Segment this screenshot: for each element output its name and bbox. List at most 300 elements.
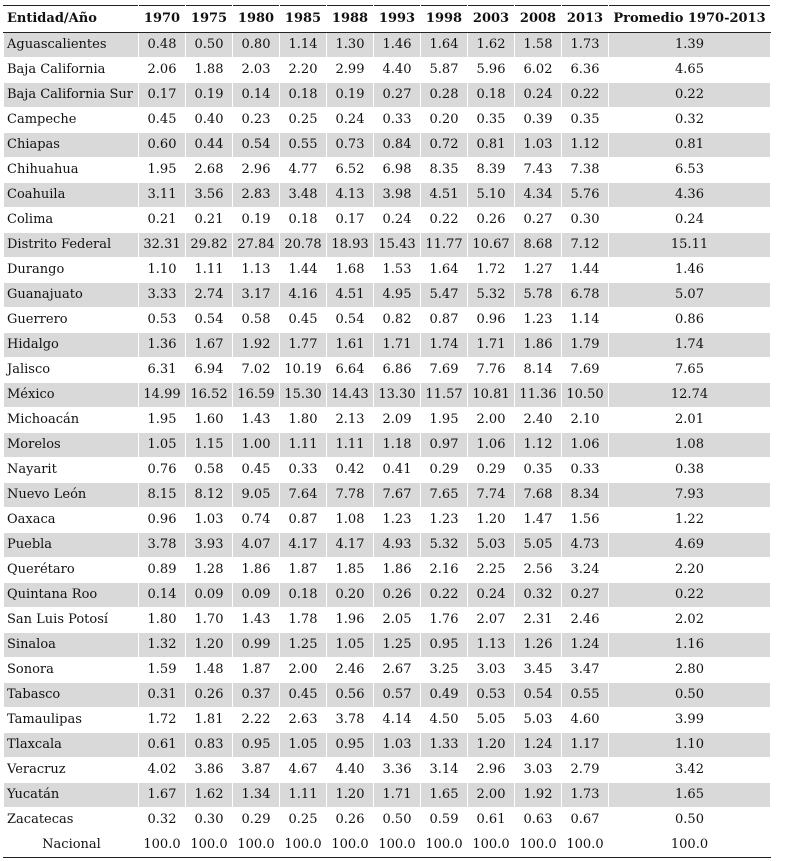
row-value-cell: 0.35 [468, 108, 515, 133]
table-row [4, 158, 771, 183]
row-value-cell: 0.99 [233, 633, 280, 658]
row-value-cell: 1.80 [280, 408, 327, 433]
row-value-cell: 5.32 [468, 283, 515, 308]
row-value-cell: 1.14 [280, 33, 327, 58]
row-average-cell: 0.24 [609, 208, 771, 233]
row-value-cell: 0.32 [515, 583, 562, 608]
row-average-cell: 1.16 [609, 633, 771, 658]
row-value-cell: 11.57 [421, 383, 468, 408]
row-value-cell: 0.26 [468, 208, 515, 233]
row-value-cell: 1.20 [468, 508, 515, 533]
row-value-cell: 2.74 [186, 283, 233, 308]
row-entity-name: México [4, 383, 139, 408]
row-value-cell: 1.12 [562, 133, 609, 158]
row-value-cell: 1.44 [562, 258, 609, 283]
row-value-cell: 1.05 [327, 633, 374, 658]
table-row [4, 783, 771, 808]
row-value-cell: 7.43 [515, 158, 562, 183]
table-row [4, 408, 771, 433]
row-value-cell: 1.72 [139, 708, 186, 733]
row-value-cell: 0.23 [233, 108, 280, 133]
row-average-cell: 3.42 [609, 758, 771, 783]
table-row [4, 383, 771, 408]
row-value-cell: 3.25 [421, 658, 468, 683]
row-value-cell: 5.10 [468, 183, 515, 208]
row-value-cell: 7.65 [421, 483, 468, 508]
row-value-cell: 2.06 [139, 58, 186, 83]
row-value-cell: 3.45 [515, 658, 562, 683]
row-value-cell: 0.81 [468, 133, 515, 158]
row-value-cell: 1.20 [468, 733, 515, 758]
row-value-cell: 0.09 [233, 583, 280, 608]
row-value-cell: 1.10 [139, 258, 186, 283]
row-value-cell: 0.17 [139, 83, 186, 108]
table-row [4, 458, 771, 483]
row-value-cell: 5.96 [468, 58, 515, 83]
row-value-cell: 0.28 [421, 83, 468, 108]
row-value-cell: 1.23 [374, 508, 421, 533]
row-value-cell: 0.18 [280, 583, 327, 608]
row-value-cell: 15.43 [374, 233, 421, 258]
row-value-cell: 0.14 [233, 83, 280, 108]
row-value-cell: 8.14 [515, 358, 562, 383]
row-value-cell: 2.25 [468, 558, 515, 583]
row-value-cell: 1.76 [421, 608, 468, 633]
row-value-cell: 0.54 [186, 308, 233, 333]
row-value-cell: 0.33 [280, 458, 327, 483]
row-value-cell: 0.20 [327, 583, 374, 608]
row-value-cell: 4.50 [421, 708, 468, 733]
row-value-cell: 0.95 [233, 733, 280, 758]
row-entity-name: Oaxaca [4, 508, 139, 533]
row-value-cell: 3.11 [139, 183, 186, 208]
row-value-cell: 29.82 [186, 233, 233, 258]
row-value-cell: 0.25 [280, 108, 327, 133]
table-row [4, 758, 771, 783]
row-value-cell: 3.78 [327, 708, 374, 733]
row-value-cell: 1.72 [468, 258, 515, 283]
row-value-cell: 1.77 [280, 333, 327, 358]
table-row [4, 508, 771, 533]
row-value-cell: 0.45 [280, 683, 327, 708]
row-value-cell: 2.96 [468, 758, 515, 783]
row-value-cell: 1.96 [327, 608, 374, 633]
row-value-cell: 2.16 [421, 558, 468, 583]
row-value-cell: 6.86 [374, 358, 421, 383]
row-value-cell: 1.11 [186, 258, 233, 283]
row-value-cell: 1.20 [186, 633, 233, 658]
row-value-cell: 1.32 [139, 633, 186, 658]
row-value-cell: 2.00 [468, 408, 515, 433]
row-entity-name: Tamaulipas [4, 708, 139, 733]
row-value-cell: 1.17 [562, 733, 609, 758]
row-value-cell: 0.17 [327, 208, 374, 233]
row-value-cell: 0.22 [562, 83, 609, 108]
row-value-cell: 0.26 [186, 683, 233, 708]
row-value-cell: 3.93 [186, 533, 233, 558]
row-value-cell: 1.59 [139, 658, 186, 683]
row-value-cell: 2.05 [374, 608, 421, 633]
row-value-cell: 0.56 [327, 683, 374, 708]
row-value-cell: 0.50 [374, 808, 421, 833]
row-value-cell: 1.18 [374, 433, 421, 458]
row-average-cell: 7.93 [609, 483, 771, 508]
column-header-year: 2013 [562, 6, 609, 33]
row-value-cell: 1.74 [421, 333, 468, 358]
row-value-cell: 4.02 [139, 758, 186, 783]
row-value-cell: 11.77 [421, 233, 468, 258]
row-value-cell: 100.0 [421, 833, 468, 858]
row-value-cell: 0.19 [186, 83, 233, 108]
row-value-cell: 1.86 [233, 558, 280, 583]
row-average-cell: 15.11 [609, 233, 771, 258]
table-row [4, 583, 771, 608]
row-value-cell: 1.12 [515, 433, 562, 458]
row-value-cell: 1.11 [280, 783, 327, 808]
row-value-cell: 0.87 [421, 308, 468, 333]
table-row [4, 608, 771, 633]
row-entity-name: Nacional [4, 833, 139, 858]
row-average-cell: 7.65 [609, 358, 771, 383]
row-average-cell: 2.80 [609, 658, 771, 683]
row-value-cell: 1.05 [139, 433, 186, 458]
row-value-cell: 0.29 [421, 458, 468, 483]
row-average-cell: 12.74 [609, 383, 771, 408]
row-value-cell: 2.03 [233, 58, 280, 83]
row-value-cell: 3.03 [468, 658, 515, 683]
row-average-cell: 3.99 [609, 708, 771, 733]
row-value-cell: 3.87 [233, 758, 280, 783]
row-value-cell: 0.30 [186, 808, 233, 833]
row-value-cell: 14.43 [327, 383, 374, 408]
row-value-cell: 1.65 [421, 783, 468, 808]
row-value-cell: 6.94 [186, 358, 233, 383]
row-value-cell: 1.06 [562, 433, 609, 458]
header-row [4, 6, 771, 33]
row-value-cell: 1.71 [374, 333, 421, 358]
row-value-cell: 1.87 [280, 558, 327, 583]
row-value-cell: 4.77 [280, 158, 327, 183]
row-value-cell: 7.74 [468, 483, 515, 508]
row-value-cell: 5.32 [421, 533, 468, 558]
row-average-cell: 0.32 [609, 108, 771, 133]
row-value-cell: 0.48 [139, 33, 186, 58]
row-value-cell: 7.38 [562, 158, 609, 183]
row-value-cell: 7.12 [562, 233, 609, 258]
row-value-cell: 3.14 [421, 758, 468, 783]
table-row [4, 633, 771, 658]
row-value-cell: 32.31 [139, 233, 186, 258]
row-value-cell: 0.59 [421, 808, 468, 833]
row-value-cell: 4.34 [515, 183, 562, 208]
row-value-cell: 0.42 [327, 458, 374, 483]
row-value-cell: 14.99 [139, 383, 186, 408]
row-value-cell: 16.52 [186, 383, 233, 408]
row-value-cell: 0.61 [139, 733, 186, 758]
row-value-cell: 0.45 [139, 108, 186, 133]
row-value-cell: 1.25 [374, 633, 421, 658]
row-value-cell: 0.49 [421, 683, 468, 708]
row-average-cell: 0.22 [609, 83, 771, 108]
row-value-cell: 0.25 [280, 808, 327, 833]
row-value-cell: 0.45 [280, 308, 327, 333]
row-value-cell: 0.95 [327, 733, 374, 758]
row-entity-name: Baja California Sur [4, 83, 139, 108]
row-value-cell: 0.18 [280, 208, 327, 233]
row-value-cell: 1.43 [233, 608, 280, 633]
row-value-cell: 7.76 [468, 358, 515, 383]
row-average-cell: 1.65 [609, 783, 771, 808]
row-value-cell: 5.76 [562, 183, 609, 208]
row-value-cell: 15.30 [280, 383, 327, 408]
row-value-cell: 0.96 [139, 508, 186, 533]
table-row [4, 358, 771, 383]
row-entity-name: Distrito Federal [4, 233, 139, 258]
row-value-cell: 0.24 [468, 583, 515, 608]
row-value-cell: 8.12 [186, 483, 233, 508]
row-value-cell: 2.99 [327, 58, 374, 83]
row-value-cell: 0.54 [233, 133, 280, 158]
row-value-cell: 10.67 [468, 233, 515, 258]
row-value-cell: 4.13 [327, 183, 374, 208]
row-value-cell: 1.03 [515, 133, 562, 158]
row-value-cell: 8.39 [468, 158, 515, 183]
column-header-year: 1985 [280, 6, 327, 33]
row-value-cell: 1.28 [186, 558, 233, 583]
row-value-cell: 1.53 [374, 258, 421, 283]
row-value-cell: 0.27 [374, 83, 421, 108]
row-value-cell: 1.13 [233, 258, 280, 283]
row-value-cell: 2.46 [327, 658, 374, 683]
table-row [4, 308, 771, 333]
row-value-cell: 2.63 [280, 708, 327, 733]
row-value-cell: 0.50 [186, 33, 233, 58]
row-value-cell: 0.26 [327, 808, 374, 833]
row-value-cell: 4.67 [280, 758, 327, 783]
table-row [4, 133, 771, 158]
row-value-cell: 0.24 [327, 108, 374, 133]
table-row [4, 258, 771, 283]
row-value-cell: 100.0 [280, 833, 327, 858]
column-header-year: 2003 [468, 6, 515, 33]
row-entity-name: Tabasco [4, 683, 139, 708]
row-value-cell: 0.22 [421, 583, 468, 608]
row-value-cell: 0.54 [327, 308, 374, 333]
row-value-cell: 1.64 [421, 258, 468, 283]
row-value-cell: 1.25 [280, 633, 327, 658]
row-value-cell: 3.86 [186, 758, 233, 783]
row-value-cell: 11.36 [515, 383, 562, 408]
total-row [4, 833, 771, 858]
row-value-cell: 2.83 [233, 183, 280, 208]
row-value-cell: 4.07 [233, 533, 280, 558]
row-value-cell: 4.14 [374, 708, 421, 733]
row-value-cell: 4.16 [280, 283, 327, 308]
row-value-cell: 0.21 [186, 208, 233, 233]
row-value-cell: 0.27 [515, 208, 562, 233]
row-value-cell: 8.15 [139, 483, 186, 508]
row-entity-name: Jalisco [4, 358, 139, 383]
row-entity-name: Baja California [4, 58, 139, 83]
row-value-cell: 3.47 [562, 658, 609, 683]
row-value-cell: 10.50 [562, 383, 609, 408]
row-value-cell: 3.98 [374, 183, 421, 208]
row-value-cell: 0.24 [515, 83, 562, 108]
row-value-cell: 8.68 [515, 233, 562, 258]
row-value-cell: 3.48 [280, 183, 327, 208]
row-value-cell: 0.84 [374, 133, 421, 158]
row-value-cell: 1.92 [233, 333, 280, 358]
row-value-cell: 0.96 [468, 308, 515, 333]
row-value-cell: 4.17 [327, 533, 374, 558]
row-value-cell: 1.88 [186, 58, 233, 83]
row-value-cell: 0.82 [374, 308, 421, 333]
row-value-cell: 0.37 [233, 683, 280, 708]
row-value-cell: 0.19 [233, 208, 280, 233]
table-row [4, 683, 771, 708]
row-value-cell: 2.31 [515, 608, 562, 633]
row-value-cell: 2.79 [562, 758, 609, 783]
row-value-cell: 0.45 [233, 458, 280, 483]
table-row [4, 58, 771, 83]
row-average-cell: 1.74 [609, 333, 771, 358]
row-value-cell: 0.41 [374, 458, 421, 483]
row-value-cell: 1.67 [186, 333, 233, 358]
row-value-cell: 0.55 [280, 133, 327, 158]
row-value-cell: 2.68 [186, 158, 233, 183]
table-row [4, 33, 771, 58]
row-entity-name: Chihuahua [4, 158, 139, 183]
row-value-cell: 4.93 [374, 533, 421, 558]
row-entity-name: Veracruz [4, 758, 139, 783]
row-value-cell: 1.00 [233, 433, 280, 458]
table-row [4, 658, 771, 683]
row-value-cell: 0.53 [139, 308, 186, 333]
row-value-cell: 3.03 [515, 758, 562, 783]
table-row [4, 83, 771, 108]
row-value-cell: 2.09 [374, 408, 421, 433]
row-average-cell: 0.50 [609, 683, 771, 708]
row-value-cell: 0.35 [562, 108, 609, 133]
row-entity-name: Hidalgo [4, 333, 139, 358]
row-value-cell: 18.93 [327, 233, 374, 258]
row-value-cell: 1.68 [327, 258, 374, 283]
row-value-cell: 5.05 [468, 708, 515, 733]
row-value-cell: 4.51 [327, 283, 374, 308]
row-value-cell: 2.46 [562, 608, 609, 633]
row-average-cell: 2.20 [609, 558, 771, 583]
row-value-cell: 1.34 [233, 783, 280, 808]
row-value-cell: 2.96 [233, 158, 280, 183]
row-value-cell: 1.95 [139, 408, 186, 433]
row-value-cell: 0.32 [139, 808, 186, 833]
row-value-cell: 1.20 [327, 783, 374, 808]
row-value-cell: 0.26 [374, 583, 421, 608]
row-value-cell: 0.73 [327, 133, 374, 158]
row-value-cell: 5.87 [421, 58, 468, 83]
row-entity-name: Chiapas [4, 133, 139, 158]
column-header-year: 2008 [515, 6, 562, 33]
table-row [4, 533, 771, 558]
column-header-entity: Entidad/Año [4, 6, 139, 33]
row-entity-name: Durango [4, 258, 139, 283]
row-value-cell: 0.35 [515, 458, 562, 483]
row-value-cell: 9.05 [233, 483, 280, 508]
row-value-cell: 0.20 [421, 108, 468, 133]
row-value-cell: 1.85 [327, 558, 374, 583]
row-value-cell: 0.60 [139, 133, 186, 158]
row-value-cell: 0.83 [186, 733, 233, 758]
row-value-cell: 4.17 [280, 533, 327, 558]
row-value-cell: 2.07 [468, 608, 515, 633]
row-value-cell: 0.80 [233, 33, 280, 58]
row-average-cell: 4.69 [609, 533, 771, 558]
row-entity-name: Nayarit [4, 458, 139, 483]
row-value-cell: 6.52 [327, 158, 374, 183]
row-value-cell: 1.62 [186, 783, 233, 808]
table-row [4, 433, 771, 458]
row-average-cell: 1.22 [609, 508, 771, 533]
row-value-cell: 27.84 [233, 233, 280, 258]
row-value-cell: 8.35 [421, 158, 468, 183]
row-average-cell: 1.10 [609, 733, 771, 758]
row-entity-name: Coahuila [4, 183, 139, 208]
row-value-cell: 7.69 [421, 358, 468, 383]
row-entity-name: Campeche [4, 108, 139, 133]
row-value-cell: 1.62 [468, 33, 515, 58]
row-value-cell: 0.39 [515, 108, 562, 133]
row-value-cell: 0.58 [186, 458, 233, 483]
row-value-cell: 0.22 [421, 208, 468, 233]
row-value-cell: 1.87 [233, 658, 280, 683]
row-entity-name: Sonora [4, 658, 139, 683]
row-value-cell: 1.23 [515, 308, 562, 333]
row-value-cell: 1.95 [139, 158, 186, 183]
table-row [4, 283, 771, 308]
row-value-cell: 1.80 [139, 608, 186, 633]
row-value-cell: 2.67 [374, 658, 421, 683]
row-value-cell: 1.46 [374, 33, 421, 58]
row-value-cell: 6.98 [374, 158, 421, 183]
row-average-cell: 0.86 [609, 308, 771, 333]
row-value-cell: 1.14 [562, 308, 609, 333]
row-value-cell: 0.18 [468, 83, 515, 108]
row-value-cell: 20.78 [280, 233, 327, 258]
row-entity-name: San Luis Potosí [4, 608, 139, 633]
row-value-cell: 0.09 [186, 583, 233, 608]
row-entity-name: Guerrero [4, 308, 139, 333]
table-row [4, 483, 771, 508]
row-value-cell: 6.64 [327, 358, 374, 383]
row-value-cell: 0.58 [233, 308, 280, 333]
row-value-cell: 100.0 [468, 833, 515, 858]
row-value-cell: 1.71 [374, 783, 421, 808]
row-value-cell: 0.57 [374, 683, 421, 708]
row-value-cell: 100.0 [327, 833, 374, 858]
row-value-cell: 1.64 [421, 33, 468, 58]
row-value-cell: 1.33 [421, 733, 468, 758]
row-value-cell: 3.17 [233, 283, 280, 308]
row-value-cell: 100.0 [233, 833, 280, 858]
row-value-cell: 10.19 [280, 358, 327, 383]
row-value-cell: 1.43 [233, 408, 280, 433]
row-value-cell: 1.15 [186, 433, 233, 458]
row-value-cell: 10.81 [468, 383, 515, 408]
row-value-cell: 7.78 [327, 483, 374, 508]
table-row [4, 233, 771, 258]
row-average-cell: 0.81 [609, 133, 771, 158]
row-entity-name: Quintana Roo [4, 583, 139, 608]
